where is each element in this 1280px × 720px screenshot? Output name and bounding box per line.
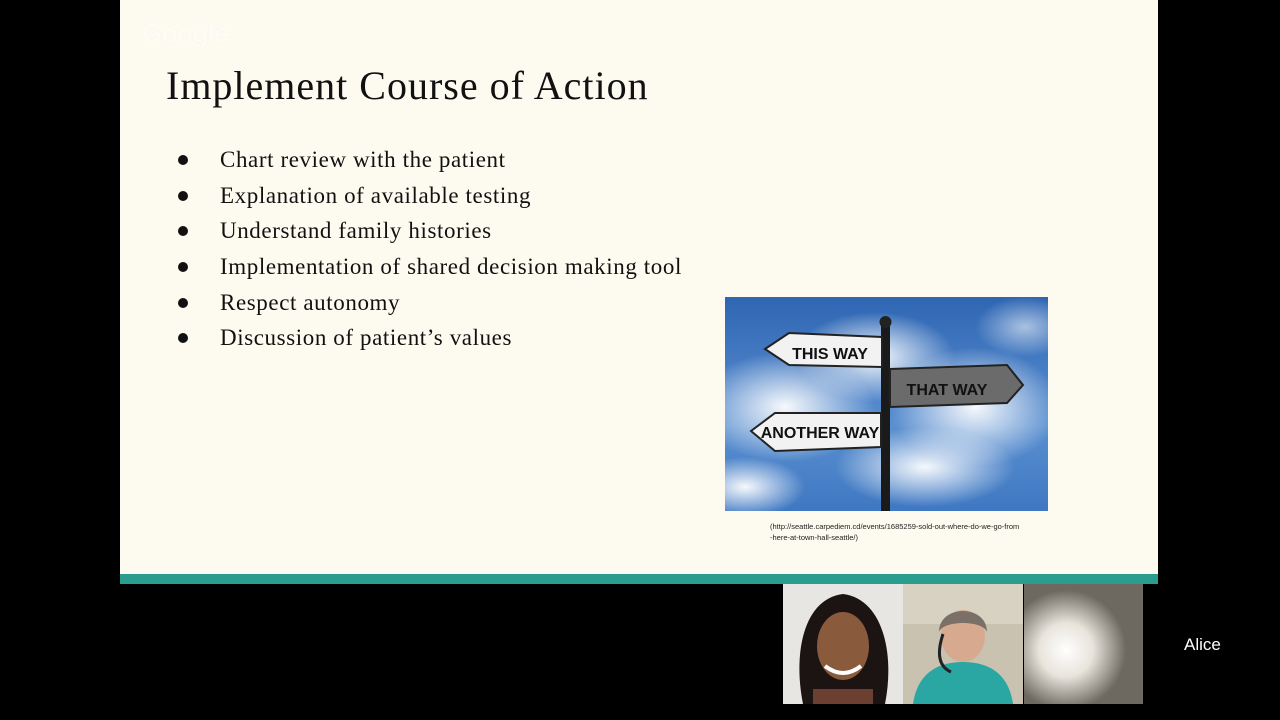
bullet-item (176, 320, 682, 356)
bullet-dot-icon (178, 226, 188, 236)
bullet-item (176, 249, 682, 285)
signpost-image (725, 297, 1048, 511)
slide-accent-bar (120, 574, 1158, 584)
sign-label: ANOTHER WAY (760, 425, 880, 442)
google-watermark-logo: Google (142, 18, 229, 48)
bullet-text: Explanation of available testing (220, 182, 532, 208)
active-participant-name: Alice (1184, 635, 1221, 654)
signpost-illustration (725, 297, 1048, 511)
bullet-text: Discussion of patient’s values (220, 325, 513, 351)
participant-video-tile[interactable] (783, 584, 903, 704)
bullet-item (176, 213, 682, 249)
bullet-dot-icon (178, 262, 188, 272)
bullet-text: Implementation of shared decision making tool (220, 254, 682, 280)
bullet-text: Chart review with the patient (220, 147, 506, 172)
bullet-list (176, 142, 682, 356)
sign-label: THAT WAY (906, 382, 988, 399)
bullet-dot-icon (178, 191, 188, 201)
bullet-item (176, 178, 682, 214)
bullet-item (176, 285, 682, 321)
bullet-dot-icon (178, 155, 188, 165)
sign-label: THIS WAY (792, 346, 868, 363)
participant-video-frame (903, 584, 1023, 704)
presentation-slide (120, 0, 1158, 574)
image-caption: (http://seattle.carpediem.cd/events/1685259-sold-out-where-do-we-go-from-here-at-town-hall-seattle/) (770, 522, 1020, 542)
participant-video-strip (783, 584, 1144, 704)
bullet-item (176, 142, 682, 178)
participant-video-tile[interactable] (903, 584, 1023, 704)
participant-video-tile[interactable] (1024, 584, 1144, 704)
slide-title: Implement Course of Action (166, 63, 649, 108)
bullet-dot-icon (178, 333, 188, 343)
bullet-dot-icon (178, 298, 188, 308)
participant-video-frame (783, 584, 903, 704)
bullet-text: Respect autonomy (220, 289, 401, 315)
bullet-text: Understand family histories (220, 218, 492, 244)
participant-video-frame (1024, 584, 1144, 704)
